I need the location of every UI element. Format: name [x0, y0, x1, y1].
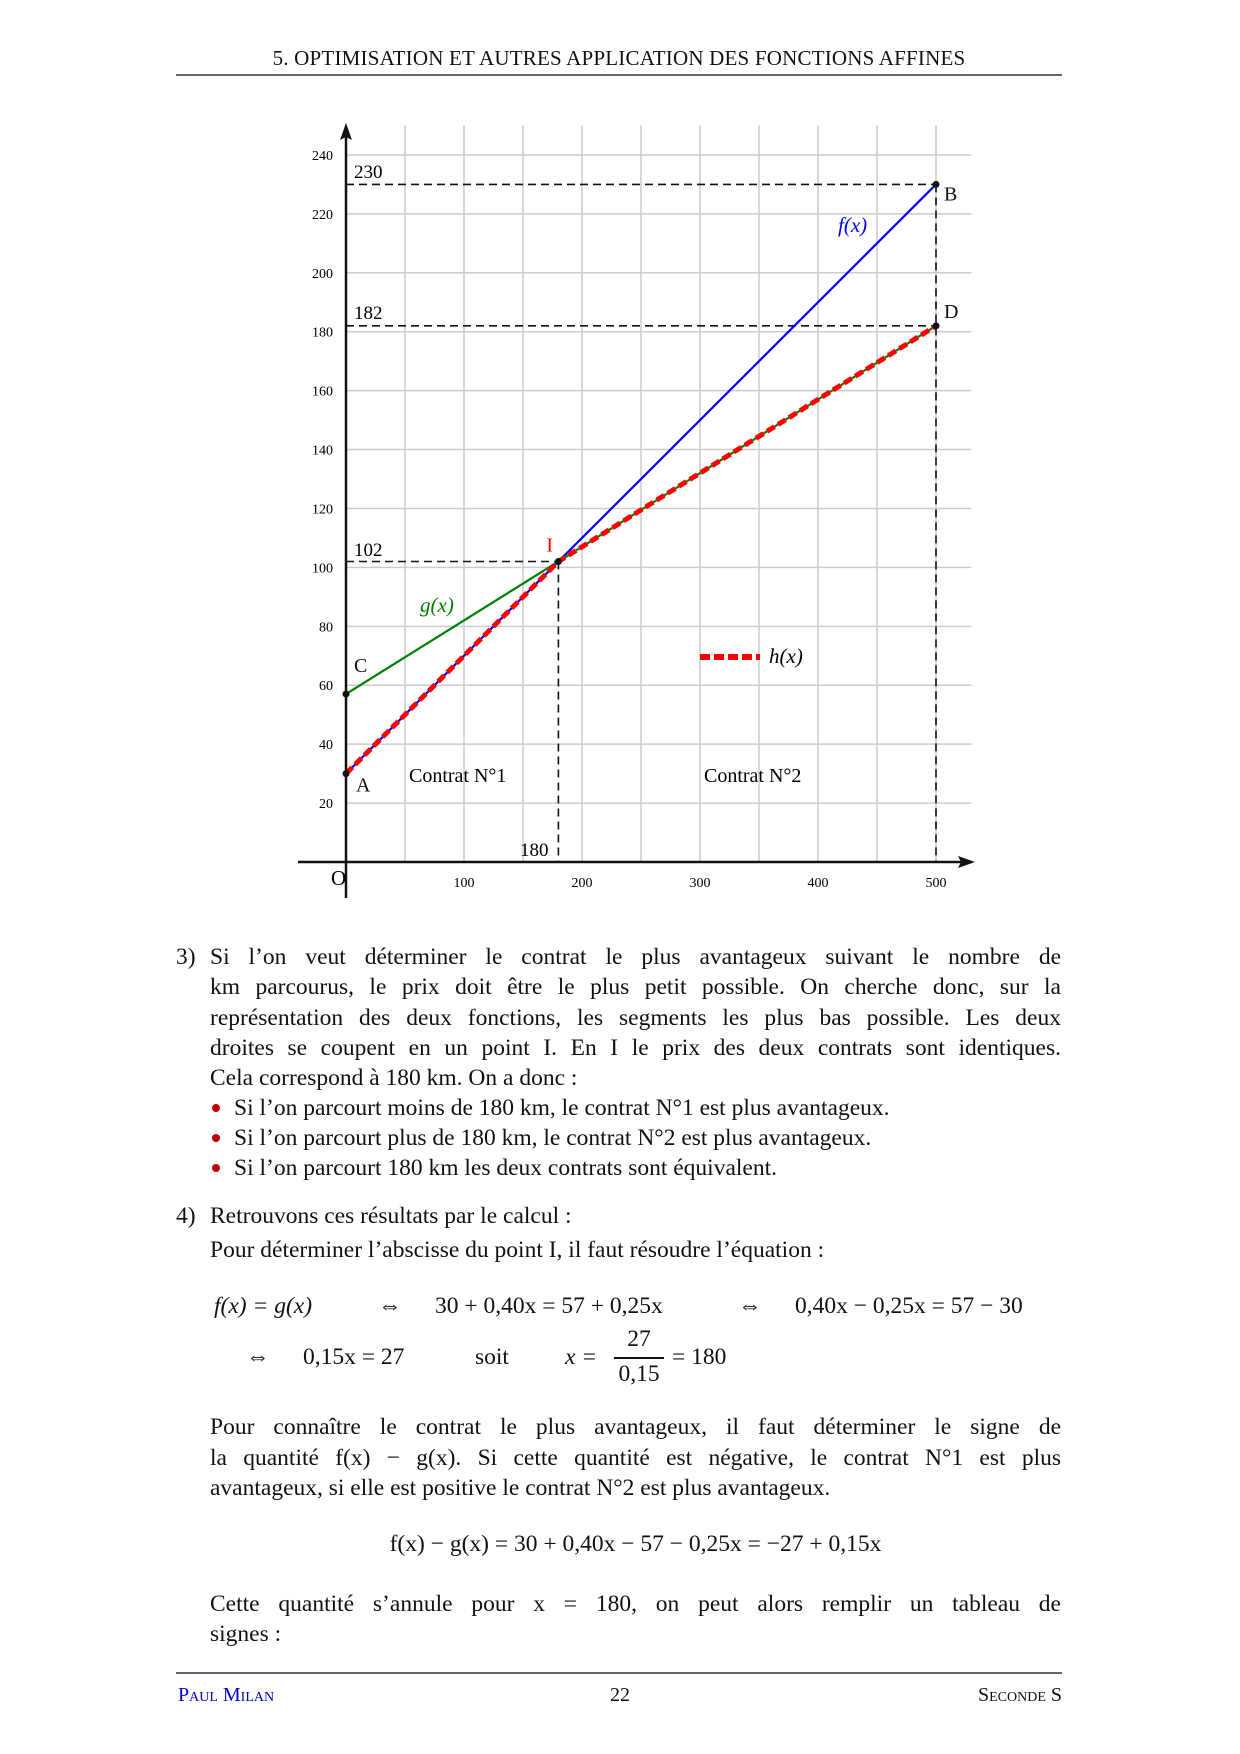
point-label-D: D — [944, 300, 959, 323]
point-D — [933, 322, 940, 329]
equation-part: = 180 — [672, 1344, 727, 1370]
equation-part: f(x) = g(x) — [214, 1293, 313, 1319]
section4-intro: Pour déterminer l’abscisse du point I, il faut résoudre l’équation : — [210, 1237, 825, 1263]
x-tick-label: 200 — [571, 876, 593, 891]
point-I — [555, 558, 562, 565]
contrat-1-label: Contrat N°1 — [409, 765, 507, 787]
y-tick-label: 60 — [319, 679, 333, 695]
point-label-C: C — [354, 655, 368, 678]
y-tick-label: 20 — [319, 797, 333, 813]
footer-author: Paul Milan — [178, 1684, 275, 1706]
equivalence-symbol: ⇔ — [738, 1293, 762, 1319]
contrat-2-label: Contrat N°2 — [704, 765, 802, 787]
y-tick-label: 140 — [312, 443, 333, 459]
y-tick-label: 100 — [312, 561, 333, 577]
grid — [346, 126, 971, 863]
guide-label-102: 102 — [354, 540, 383, 561]
equivalence-symbol: ⇔ — [246, 1344, 270, 1370]
origin-label: O — [331, 866, 347, 890]
h-label: h(x) — [769, 644, 803, 668]
x-tick-label: 100 — [453, 876, 475, 891]
section3-line: km parcourus, le prix doit être le plus petit possible. On cherche donc, sur la — [210, 974, 1061, 1000]
guide-label-180: 180 — [520, 840, 549, 861]
section3-line: droites se coupent en un point I. En I le prix des deux contrats sont identiques. — [210, 1035, 1061, 1061]
y-tick-label: 120 — [312, 502, 333, 518]
point-C — [343, 691, 350, 698]
y-tick-label: 240 — [312, 148, 333, 164]
paragraph-line: avantageux, si elle est positive le contrat N°2 est plus avantageux. — [210, 1475, 831, 1501]
equation-part: 0,40x − 0,25x = 57 − 30 — [795, 1293, 1023, 1319]
fraction-denominator: 0,15 — [618, 1361, 660, 1387]
point-label-A: A — [356, 774, 371, 797]
bullet-icon — [212, 1104, 220, 1112]
g-label: g(x) — [420, 593, 454, 617]
bullet-item: Si l’on parcourt 180 km les deux contrats sont équivalent. — [234, 1155, 778, 1181]
guide-label-230: 230 — [354, 162, 383, 183]
running-header: 5. OPTIMISATION ET AUTRES APPLICATION DES FONCTIONS AFFINES — [272, 46, 966, 70]
y-tick-label: 200 — [312, 266, 333, 282]
item-number-4: 4) — [176, 1203, 196, 1229]
y-tick-label: 80 — [319, 620, 333, 636]
y-tick-label: 40 — [319, 738, 333, 754]
bullet-icon — [212, 1164, 220, 1172]
point-label-I: I — [546, 534, 554, 557]
y-tick-label: 180 — [312, 325, 333, 341]
point-A — [343, 770, 350, 777]
point-label-B: B — [944, 183, 958, 206]
point-B — [933, 181, 940, 188]
fraction-numerator: 27 — [627, 1326, 651, 1352]
paragraph-line: la quantité f(x) − g(x). Si cette quantité est négative, le contrat N°1 est plus — [210, 1445, 1061, 1471]
x-tick-label: 400 — [807, 876, 829, 891]
bullet-item: Si l’on parcourt moins de 180 km, le contrat N°1 est plus avantageux. — [234, 1095, 890, 1121]
section3-line: représentation des deux fonctions, les segments les plus bas possible. Les deux — [210, 1005, 1061, 1031]
y-tick-label: 220 — [312, 207, 333, 223]
footer-class: Seconde S — [977, 1684, 1062, 1706]
paragraph-line: signes : — [210, 1621, 282, 1647]
y-tick-label: 160 — [312, 384, 333, 400]
bullet-icon — [212, 1134, 220, 1142]
equation-part: 0,15x = 27 — [303, 1344, 405, 1370]
section3-line: Cela correspond à 180 km. On a donc : — [210, 1065, 578, 1091]
difference-equation: f(x) − g(x) = 30 + 0,40x − 57 − 0,25x = −27 + 0,15x — [389, 1531, 882, 1557]
footer-rule — [176, 1672, 1062, 1674]
f-label: f(x) — [838, 213, 868, 237]
x-tick-label: 500 — [925, 876, 947, 891]
item-number-3: 3) — [176, 944, 196, 970]
bullet-item: Si l’on parcourt plus de 180 km, le contrat N°2 est plus avantageux. — [234, 1125, 872, 1151]
soit-word: soit — [475, 1344, 509, 1370]
x-tick-label: 300 — [689, 876, 711, 891]
equation-part: 30 + 0,40x = 57 + 0,25x — [435, 1293, 663, 1319]
section4-intro: Retrouvons ces résultats par le calcul : — [210, 1203, 572, 1229]
page-number: 22 — [610, 1684, 630, 1706]
paragraph-line: Cette quantité s’annule pour x = 180, on peut alors remplir un tableau de — [210, 1591, 1061, 1617]
equation-part: x = — [565, 1344, 598, 1370]
equivalence-symbol: ⇔ — [378, 1293, 402, 1319]
paragraph-line: Pour connaître le contrat le plus avantageux, il faut déterminer le signe de — [210, 1414, 1061, 1440]
guide-label-182: 182 — [354, 303, 383, 324]
section3-line: Si l’on veut déterminer le contrat le plus avantageux suivant le nombre de — [210, 944, 1061, 970]
